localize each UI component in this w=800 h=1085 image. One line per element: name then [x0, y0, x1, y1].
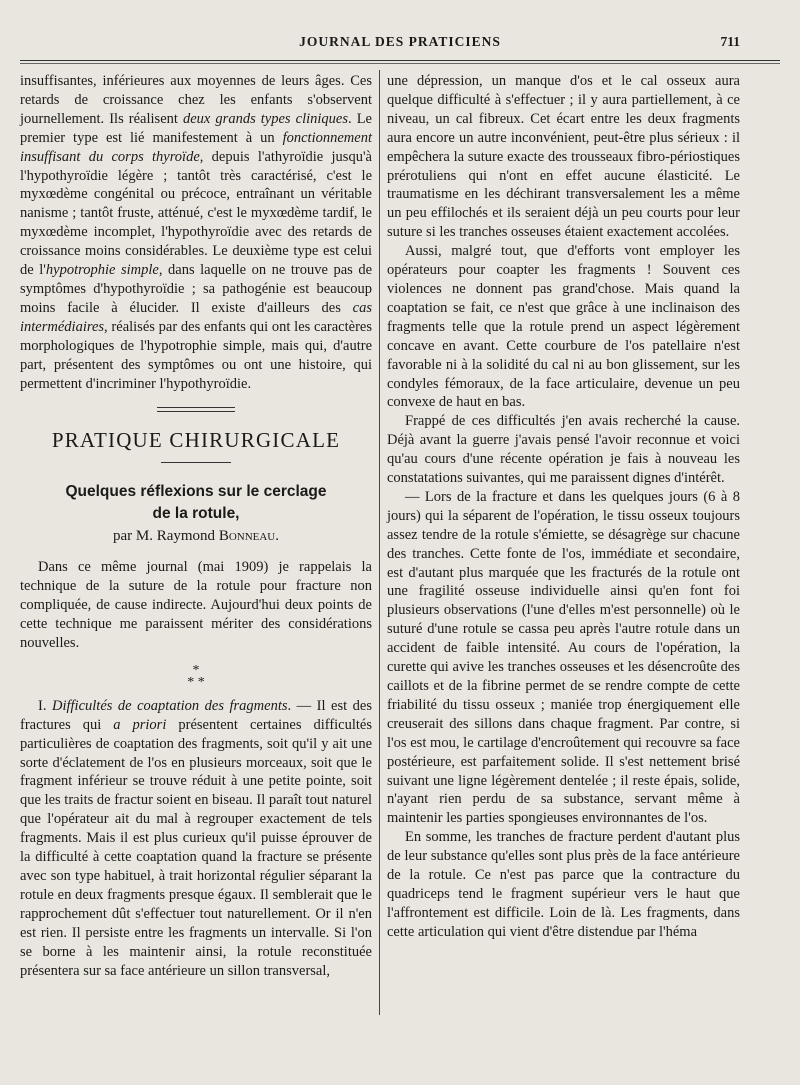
- text-run: , depuis l'athyroïdie jusqu'à l'hypothyroïdie légère ; tantôt très caractérisé, c'est le myxœdème congénital ou précoce, entraînant un véritable nanisme ; tantôt fruste, atténué, c'est le myxœdème tardif, le myxœdème incomplet, l'hypothyroïdie avec des retards de croissance moins considérables. Le deuxième type est celui de l': [20, 148, 372, 279]
- article-title-line: Quelques réflexions sur le cerclage: [65, 483, 327, 501]
- header-rule: [20, 60, 780, 61]
- running-header: [20, 30, 780, 56]
- italic-run: hypotrophie simple: [45, 262, 159, 279]
- byline-author: Bonneau: [218, 528, 276, 545]
- italic-run: deux grands types cliniques: [182, 110, 348, 127]
- journal-title: JOURNAL DES PRATICIENS: [299, 34, 501, 49]
- header-rule-thin: [20, 63, 780, 64]
- italic-run: a priori: [113, 716, 167, 733]
- paragraph: En somme, les tranches de fracture perdent d'autant plus de leur substance qu'elles sont plus près de la face antérieure de la rotule. Ce n'est pas parce que la contracture du quadriceps tend le fragment supérieur vers le haut que l'affrontement est difficile. Loin de là. Les fragments, dans cette articulation qui vient d'être distendue par l'héma: [387, 829, 740, 940]
- column-divider: [379, 70, 380, 1015]
- asterism-bottom: * *: [187, 674, 205, 690]
- left-column: [20, 72, 372, 980]
- asterism: [20, 662, 372, 690]
- text-run: I.: [38, 697, 52, 714]
- italic-run: Difficultés de coaptation des fragments: [51, 697, 288, 714]
- italic-run: fonctionnement insuffisant du corps thyroïde: [20, 129, 372, 165]
- article-title-line: de la rotule,: [152, 505, 240, 523]
- paragraph: Dans ce même journal (mai 1909) je rappelais la technique de la suture de la rotule pour fracture non compliquée, de cause indirecte. Aujourd'hui deux points de cette technique me paraissent mériter des considérations nouvelles.: [20, 559, 372, 651]
- intro-paragraph: [20, 72, 372, 393]
- byline-suffix: .: [275, 528, 280, 545]
- asterism-top: *: [192, 662, 200, 678]
- paragraph: — Lors de la fracture et dans les quelques jours (6 à 8 jours) qui la séparent de l'opération, le tissu osseux toujours assez tendre de la rotule s'émiette, se désagrège sur chacune des tranches. Cette fonte de l'os, immédiate et secondaire, est d'autant plus marquée que les fracturés de la rotule ont une fragilité osseuse individuelle ainsi qu'en font foi plusieurs observations (l'une d'elles m'est personnelle) où le suturé d'une rotule se cassa peu après l'autre rotule dans un accident de faible intensité. Au cours de l'opération, la curette qui avive les tranches osseuses et les désencroûte des caillots et de la fibrine permet de se rendre compte de cette friabilité du tissu osseux ; maniée trop énergiquement elle creuserait des sillons dans chaque fragment. Par contre, si l'os est mou, le cartilage d'encroûtement qui recouvre sa face postérieure, est parfaitement solide. Il s'est nettement brisé suivant une ligne légèrement dentelée ; il reste épais, solide, n'ayant rien perdu de sa substance, servant même à maintenir les parties spongieuses environnantes de l'os.: [387, 488, 740, 827]
- text-run: présentent certaines difficultés particulières de coaptation des fragments, soit qu'il y ait une sorte d'éclatement de l'os en plusieurs morceaux, soit que le fragment inférieur se trouve réduit à une petite pointe, soit que les traits de fractur soient en biseau. Il paraît tout naturel que l'opérateur ait du mal à regrouper exactement de tels fragments. Mais il est plus curieux qu'il puisse éprouver de la difficulté à cette coaptation quand la fracture se présente avec son type habituel, à trait horizontal régulier séparant la rotule en deux fragments presque égaux. Il semblerait que le rapprochement dût s'effectuer tout naturellement. Or il n'en est rien. Il persiste entre les fragments un intervalle. Si l'on se borne à les maintenir ainsi, la rotule reconstituée présentera sur sa face antérieure un sillon transversal,: [20, 716, 372, 979]
- text-run: . Le premier type est lié manifestement à un: [20, 110, 372, 146]
- text-run: insuffisantes, inférieures aux moyennes de leurs âges. Ces retards de croissance chez les enfants s'observent journellement. Ils réalisent: [20, 73, 372, 127]
- text-run: . — Il est des fractures qui: [20, 697, 372, 733]
- paragraph: Frappé de ces difficultés j'en avais recherché la cause. Déjà avant la guerre j'avais pensé l'avoir reconnue et voici qu'au cours d'une récente opération je fais à nouveau les constatations suivantes, qui me paraissent dignes d'intérêt.: [387, 413, 740, 487]
- section-rule: [161, 462, 231, 463]
- paragraph: Aussi, malgré tout, que d'efforts vont employer les opérateurs pour coapter les fragments ! Souvent ces violences ne donnent pas grand'chose. Mais quand la coaptation se fait, ce n'est que grâce à une inclinaison des fragments telle que la rotule prend un aspect légèrement concave en avant. Cette courbure de l'os patellaire n'est favorable ni à la solidité du cal ni au bon glissement, sur les condyles fémoraux, de la face articulaire, devenue un peu convexe de haut en bas.: [387, 243, 740, 411]
- right-column: [387, 72, 740, 942]
- text-run: , réalisés par des enfants qui ont les caractères morphologiques de l'hypotrophie simple, mais qui, d'autre part, présentent des symptômes ou ont une histoire, qui permettent d'incriminer l'hypothyroïdie.: [20, 318, 372, 392]
- text-run: , dans laquelle on ne trouve pas de symptômes d'hypothyroïdie ; sa pathogénie est beaucoup moins facile à élucider. Il existe d'ailleurs des: [20, 262, 373, 316]
- section-title: PRATIQUE CHIRURGICALE: [51, 428, 341, 453]
- italic-run: cas intermédiaires: [20, 299, 372, 335]
- article-title: [20, 481, 372, 525]
- byline: [20, 527, 372, 546]
- byline-prefix: par M. Raymond: [112, 528, 219, 545]
- paragraph: une dépression, un manque d'os et le cal osseux aura quelque difficulté à s'effectuer ; il y aura partiellement, à ce niveau, un cal fibreux. Cet écart entre les deux fragments aura encore un autre inconvénient, peut-être plus sérieux : il empêchera la suture exacte des trousseaux fibro-périostiques prérotuliens qui n'ont en effet aucune élasticité. Le traumatisme en les déchirant transversalement les a même un peu effilochés et ils seraient déjà un peu courts pour leur suture si les tranches osseuses étaient exactement accolées.: [387, 73, 740, 241]
- page-number: 711: [720, 34, 740, 49]
- paragraph-difficultes: [20, 697, 372, 981]
- section-double-rule: [157, 407, 235, 412]
